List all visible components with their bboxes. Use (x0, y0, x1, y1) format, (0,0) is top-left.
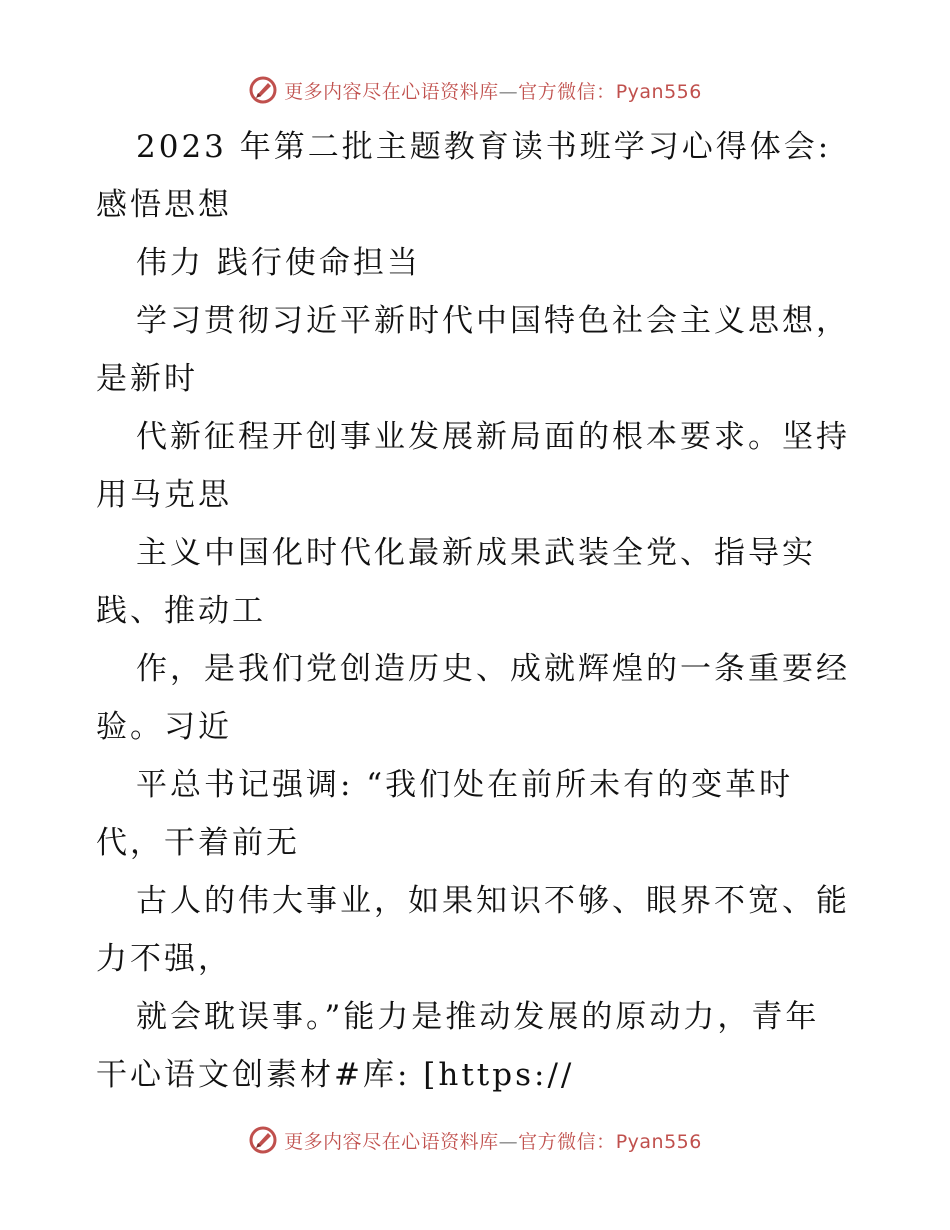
paragraph-line: 践、推动工 (96, 593, 266, 629)
paragraph-line: 学习贯彻习近平新时代中国特色社会主义思想， (136, 303, 850, 339)
paragraph-line: 感悟思想 (96, 187, 232, 223)
document-body (96, 118, 866, 1104)
paragraph-line: 就会耽误事。”能力是推动发展的原动力，青年 (136, 999, 820, 1035)
paragraph-line: 验。习近 (96, 709, 232, 745)
paragraph-line: 用马克思 (96, 477, 232, 513)
paragraph-line: 作，是我们党创造历史、成就辉煌的一条重要经 (136, 651, 850, 687)
banner-dash: — (498, 1130, 519, 1153)
banner-dash: — (498, 80, 519, 103)
paragraph-line: 是新时 (96, 361, 198, 397)
paragraph-line: 平总书记强调: “我们处在前所未有的变革时 (136, 767, 794, 803)
banner-wechat-id: Pyan556 (615, 80, 702, 103)
banner-wechat-label: 官方微信： (518, 80, 616, 103)
banner-wechat-label: 官方微信： (518, 1130, 616, 1153)
paragraph-line: 代，干着前无 (96, 825, 300, 861)
footer-watermark-banner (0, 1120, 950, 1160)
paragraph-line: 伟力 践行使命担当 (136, 245, 421, 281)
banner-main-text: 更多内容尽在心语资料库 (284, 80, 499, 103)
banner-main-text: 更多内容尽在心语资料库 (284, 1130, 499, 1153)
paragraph-line: 2023 年第二批主题教育读书班学习心得体会: (136, 129, 832, 165)
paragraph-line: 古人的伟大事业，如果知识不够、眼界不宽、能 (136, 883, 850, 919)
paragraph-line: 干心语文创素材#库: [https:// (96, 1057, 575, 1093)
paragraph-line: 主义中国化时代化最新成果武装全党、指导实 (136, 535, 816, 571)
banner-text (284, 77, 702, 104)
brand-logo-icon (248, 75, 278, 105)
banner-wechat-id: Pyan556 (615, 1130, 702, 1153)
header-watermark-banner (0, 70, 950, 110)
banner-text (284, 1127, 702, 1154)
paragraph-line: 力不强， (96, 941, 232, 977)
paragraph-line: 代新征程开创事业发展新局面的根本要求。坚持 (136, 419, 850, 455)
brand-logo-icon (248, 1125, 278, 1155)
